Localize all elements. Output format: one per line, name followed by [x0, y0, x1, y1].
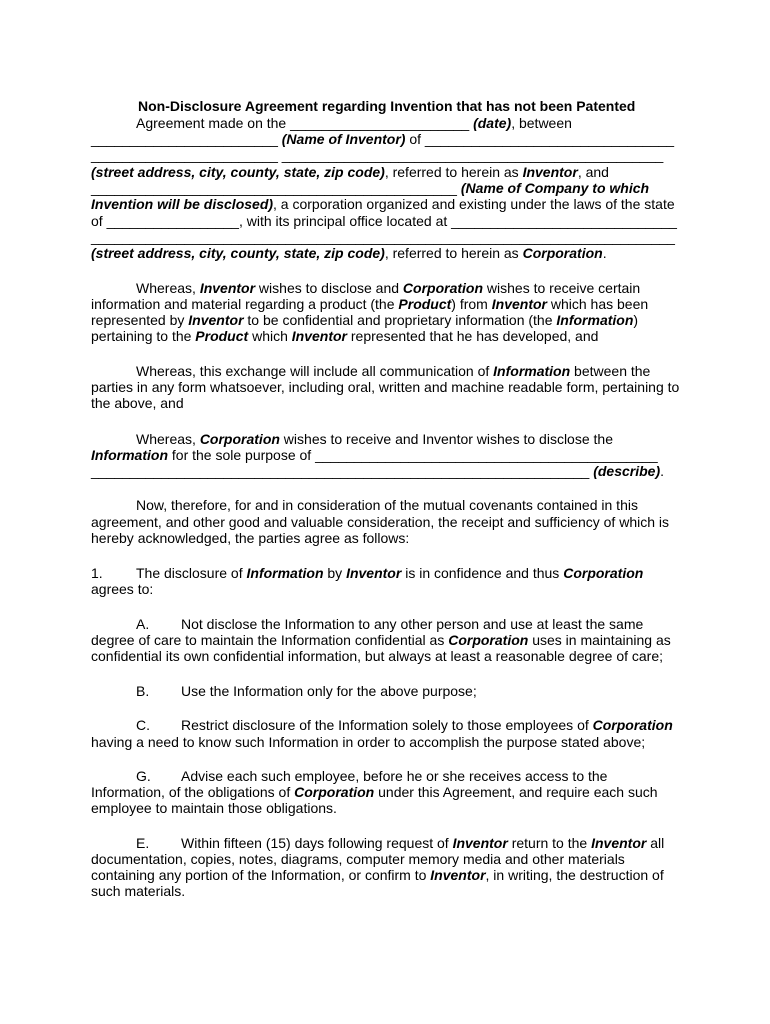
emphasis-text: Inventor: [452, 835, 508, 851]
document-line: [91, 196, 675, 212]
emphasis-text: Inventor: [522, 164, 578, 180]
document-line: [91, 581, 153, 597]
emphasis-text: Inventor: [188, 312, 244, 328]
text-segment: wishes to receive certain: [483, 280, 641, 296]
text-segment: , a corporation organized and existing under the laws of the state: [273, 196, 675, 212]
text-segment: which has been: [546, 296, 649, 312]
item-label: C.: [136, 717, 150, 733]
emphasis-text: Corporation: [522, 245, 603, 261]
text-segment: Whereas, this exchange will include all communication of: [136, 363, 494, 379]
text-segment: of: [405, 131, 425, 147]
emphasis-text: Inventor: [591, 835, 647, 851]
text-segment: , in writing, the destruction of: [485, 867, 664, 883]
text-segment: Advise each such employee, before he or she receives access to the: [181, 768, 608, 784]
blank-field[interactable]: ________________________ _________________________________________________: [91, 147, 664, 163]
text-segment: all: [646, 835, 665, 851]
document-line: [136, 683, 477, 699]
document-line: [91, 180, 649, 196]
document-line: [91, 213, 677, 229]
item-label: G.: [136, 768, 151, 784]
emphasis-text: Information: [246, 565, 324, 581]
text-segment: by: [323, 565, 347, 581]
emphasis-text: Inventor: [199, 280, 256, 296]
emphasis-text: (street address, city, county, state, zip code): [91, 164, 385, 180]
text-segment: represented by: [91, 312, 189, 328]
blank-field[interactable]: _____________________________: [451, 213, 677, 229]
document-line: [91, 312, 638, 328]
text-segment: , referred to herein as: [384, 245, 523, 261]
text-segment: wishes to receive and Inventor wishes to disclose the: [279, 431, 613, 447]
text-segment: , with its principal office located at: [238, 213, 452, 229]
emphasis-text: Corporation: [563, 565, 644, 581]
text-segment: parties in any form whatsoever, including oral, written and machine readable form, pertaining to: [91, 379, 680, 395]
emphasis-text: Corporation: [592, 717, 673, 733]
item-label: 1.: [91, 565, 103, 581]
document-line: [136, 280, 640, 296]
text-segment: , referred to herein as: [384, 164, 523, 180]
document-line: [91, 800, 337, 816]
blank-field[interactable]: ____________________________________________: [315, 447, 658, 463]
document-line: [136, 431, 613, 447]
blank-field[interactable]: _______________________: [290, 115, 470, 131]
text-segment: Restrict disclosure of the Information solely to those employees of: [181, 717, 593, 733]
document-line: [91, 648, 663, 664]
text-segment: .: [602, 245, 607, 261]
document-line: [91, 632, 671, 648]
document-line: [136, 835, 664, 851]
text-segment: ) from: [451, 296, 492, 312]
document-line: [91, 784, 658, 800]
item-label: E.: [136, 835, 150, 851]
item-label: A.: [136, 616, 150, 632]
emphasis-text: Product: [195, 328, 249, 344]
document-line: [91, 463, 664, 479]
document-line: [136, 115, 572, 131]
text-segment: containing any portion of the Information, or confirm to: [91, 867, 431, 883]
emphasis-text: (date): [469, 115, 512, 131]
text-segment: degree of care to maintain the Information confidential as: [91, 632, 449, 648]
text-segment: Non-Disclosure Agreement regarding Invention that has not been Patented: [138, 98, 636, 114]
document-line: [136, 717, 673, 733]
document-line: [91, 867, 664, 883]
text-segment: Within fifteen (15) days following request of: [181, 835, 453, 851]
emphasis-text: (describe): [593, 463, 661, 479]
text-segment: is in confidence and thus: [401, 565, 564, 581]
document-line: [136, 497, 638, 513]
document-line: [91, 734, 645, 750]
emphasis-text: Information: [556, 312, 634, 328]
emphasis-text: Corporation: [294, 784, 375, 800]
emphasis-text: Inventor: [291, 328, 347, 344]
emphasis-text: Inventor: [430, 867, 486, 883]
text-segment: Whereas,: [136, 280, 200, 296]
document-line: [91, 296, 648, 312]
text-segment: Now, therefore, for and in consideration of the mutual covenants contained in this: [136, 497, 638, 513]
text-segment: ): [633, 312, 639, 328]
text-segment: The disclosure of: [136, 565, 247, 581]
text-segment: represented that he has developed, and: [347, 328, 599, 344]
document-line: [91, 883, 185, 899]
document-line: [136, 768, 607, 784]
document-line: [91, 395, 184, 411]
emphasis-text: Corporation: [199, 431, 280, 447]
document-line: [91, 514, 669, 530]
text-segment: agreement, and other good and valuable consideration, the receipt and sufficiency of which is: [91, 514, 669, 530]
text-segment: having a need to know such Information in order to accomplish the purpose stated above;: [91, 734, 646, 750]
document-line: [91, 530, 409, 546]
text-segment: under this Agreement, and require each such: [374, 784, 658, 800]
emphasis-text: Corporation: [448, 632, 529, 648]
emphasis-text: (Name of Company to which: [460, 180, 650, 196]
text-segment: Information, of the obligations of: [91, 784, 295, 800]
item-label: B.: [136, 683, 150, 699]
text-segment: between the: [570, 363, 651, 379]
text-segment: agrees to:: [91, 581, 154, 597]
text-segment: such materials.: [91, 883, 186, 899]
document-line: [91, 851, 625, 867]
text-segment: employee to maintain those obligations.: [91, 800, 337, 816]
text-segment: uses in maintaining as: [528, 632, 671, 648]
document-line: [91, 245, 607, 261]
blank-field[interactable]: ________________________________________________________________: [91, 463, 594, 479]
emphasis-text: (street address, city, county, state, zip code): [91, 245, 385, 261]
document-line: [91, 447, 658, 463]
emphasis-text: Invention will be disclosed): [91, 196, 274, 212]
emphasis-text: Corporation: [402, 280, 484, 296]
emphasis-text: Inventor: [346, 565, 402, 581]
document-line: [91, 379, 679, 395]
text-segment: Agreement made on the: [136, 115, 291, 131]
text-segment: documentation, copies, notes, diagrams, computer memory media and other materials: [91, 851, 625, 867]
document-title: [138, 98, 635, 114]
text-segment: pertaining to the: [91, 328, 196, 344]
text-segment: .: [660, 463, 665, 479]
emphasis-text: Inventor: [491, 296, 547, 312]
emphasis-text: Information: [91, 447, 168, 463]
document-line: [136, 616, 643, 632]
document-line: [91, 328, 598, 344]
text-segment: the above, and: [91, 395, 184, 411]
emphasis-text: Information: [493, 363, 571, 379]
text-segment: Not disclose the Information to any other person and use at least the same: [181, 616, 644, 632]
emphasis-text: (Name of Inventor): [281, 131, 406, 147]
text-segment: which: [248, 328, 292, 344]
text-segment: , and: [577, 164, 609, 180]
text-segment: Use the Information only for the above purpose;: [181, 683, 477, 699]
text-segment: hereby acknowledged, the parties agree as follows:: [91, 530, 410, 546]
document-line: [91, 164, 609, 180]
emphasis-text: Product: [398, 296, 452, 312]
blank-field[interactable]: ________________________________: [424, 131, 675, 147]
text-segment: of: [91, 213, 107, 229]
text-segment: to be confidential and proprietary information (the: [243, 312, 557, 328]
document-line: [91, 147, 663, 163]
document-line: [91, 131, 674, 147]
text-segment: information and material regarding a product (the: [91, 296, 399, 312]
text-segment: confidential its own confidential information, but always at least a reasonable degree of care;: [91, 648, 664, 664]
text-segment: return to the: [507, 835, 592, 851]
text-segment: Whereas,: [136, 431, 200, 447]
document-line: [91, 565, 643, 581]
blank-field[interactable]: _________________: [106, 213, 239, 229]
document-line: [91, 229, 675, 245]
text-segment: wishes to disclose and: [255, 280, 403, 296]
blank-field[interactable]: ___________________________________________________________________________: [91, 229, 675, 245]
blank-field[interactable]: ________________________: [91, 131, 282, 147]
document-line: [136, 363, 650, 379]
blank-field[interactable]: _______________________________________________: [91, 180, 461, 196]
text-segment: for the sole purpose of: [168, 447, 316, 463]
text-segment: , between: [511, 115, 572, 131]
